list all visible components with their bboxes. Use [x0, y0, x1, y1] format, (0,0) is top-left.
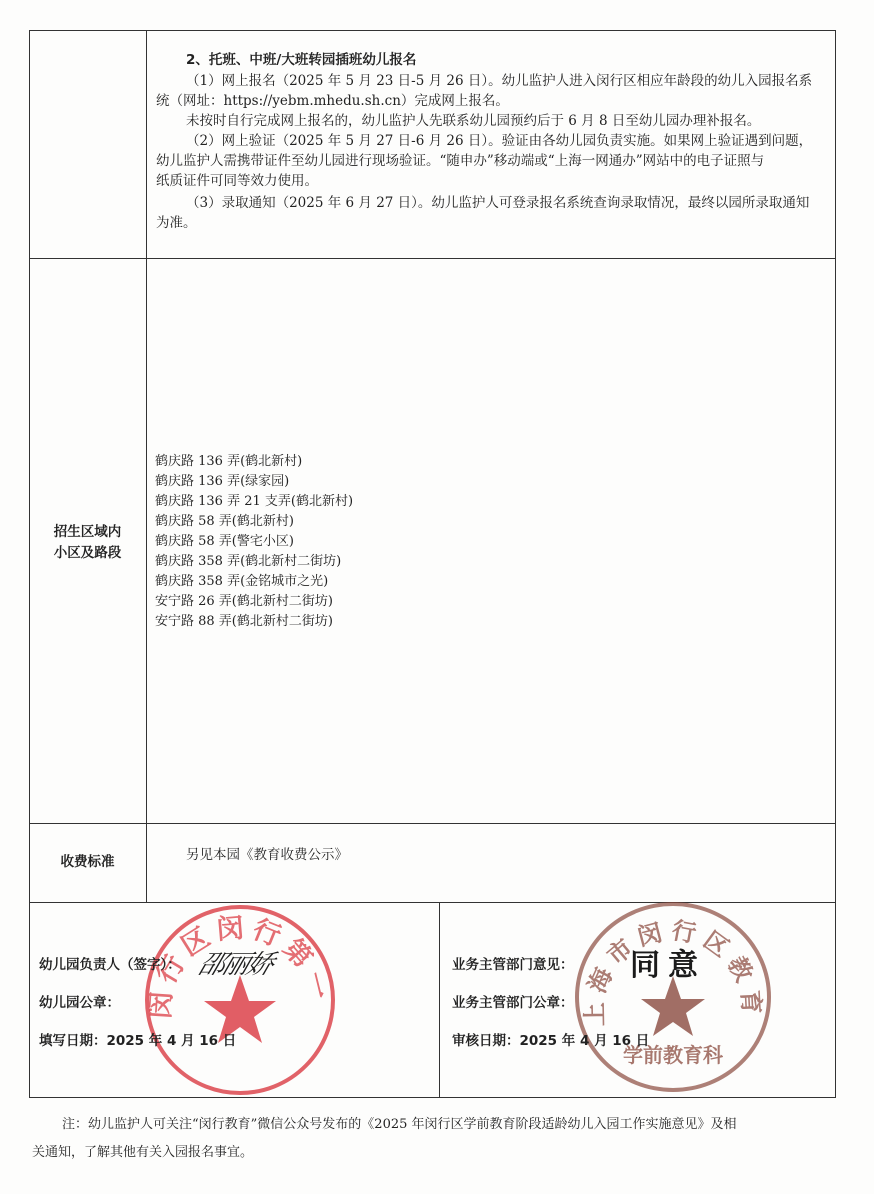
fill-date-value: 2025 年 4 月 16 日: [106, 1033, 237, 1049]
section-heading: 2、托班、中班/大班转园插班幼儿报名: [186, 52, 417, 68]
review-date-label: 审核日期：: [452, 1033, 520, 1049]
fill-date-label: 填写日期：: [39, 1033, 107, 1049]
address-item: 安宁路 26 弄(鹤北新村二街坊): [155, 594, 333, 609]
kindergarten-stamp-text: 行区闵行第: [150, 912, 322, 990]
address-item: 鹤庆路 358 弄(金铭城市之光): [155, 574, 329, 589]
fee-label: 收费标准: [60, 854, 115, 870]
enrollment-area-label-line2: 小区及路段: [53, 545, 122, 561]
department-seal-label: 业务主管部门公章：: [452, 995, 574, 1011]
principal-signature: 邵丽娇: [194, 950, 277, 980]
principal-label: 幼儿园负责人（签字）：: [39, 957, 181, 973]
education-bureau-stamp-text: 上海市闵行区教育: [580, 916, 766, 1027]
fill-date: [39, 1029, 236, 1049]
address-item: 鹤庆路 136 弄 21 支弄(鹤北新村): [155, 494, 354, 509]
address-item: 安宁路 88 弄(鹤北新村二街坊): [155, 614, 333, 629]
star-icon: [641, 976, 705, 1036]
department-opinion-value: 同意: [630, 948, 706, 983]
education-bureau-stamp-sub: 学前教育科: [623, 1043, 723, 1067]
row-divider-3: [29, 902, 836, 903]
address-item: 鹤庆路 58 弄(警宅小区): [155, 534, 294, 549]
fee-value: 另见本园《教育收费公示》: [186, 847, 348, 863]
address-item: 鹤庆路 136 弄(鹤北新村): [155, 454, 303, 469]
paragraph-online-registration: （1）网上报名（2025 年 5 月 23 日-5 月 26 日）。幼儿监护人进入闵行区相应年龄段的幼儿入园报名系: [186, 73, 813, 89]
paragraph-online-verification: （2）网上验证（2025 年 5 月 27 日-6 月 26 日）。验证由各幼儿园负责实施。如果网上验证遇到问题，: [186, 133, 813, 149]
footnote-line1: 注：幼儿监护人可关注“闵行教育”微信公众号发布的《2025 年闵行区学前教育阶段适龄幼儿入园工作实施意见》及相: [62, 1117, 737, 1132]
paragraph-online-verification-cont: 幼儿监护人需携带证件至幼儿园进行现场验证。“随申办”移动端或“上海一网通办”网站中的电子证照与: [156, 153, 765, 169]
paragraph-online-registration-cont: 统（网址：https://yebm.mhedu.sh.cn）完成网上报名。: [156, 93, 509, 109]
education-bureau-stamp: [575, 902, 771, 1092]
address-item: 鹤庆路 358 弄(鹤北新村二街坊): [155, 554, 342, 569]
enrollment-area-label-line1: 招生区域内: [53, 524, 122, 540]
address-item: 鹤庆路 136 弄(绿家园): [155, 474, 290, 489]
paragraph-admission-notice: （3）录取通知（2025 年 6 月 27 日）。幼儿监护人可登录报名系统查询录取情况，最终以园所录取通知: [186, 195, 810, 211]
education-bureau-stamp-graphic: [579, 906, 767, 1088]
footnote-line2: 关通知，了解其他有关入园报名事宜。: [32, 1145, 254, 1160]
department-opinion-label: 业务主管部门意见：: [452, 957, 574, 973]
row-divider-1: [29, 258, 836, 259]
kindergarten-seal-label: 幼儿园公章：: [39, 995, 120, 1011]
kindergarten-stamp: [145, 905, 335, 1095]
signature-divider: [439, 902, 440, 1098]
row-divider-2: [29, 823, 836, 824]
paragraph-late-registration: 未按时自行完成网上报名的，幼儿监护人先联系幼儿园预约后于 6 月 8 日至幼儿园办理补报名。: [186, 113, 761, 129]
column-divider: [146, 30, 147, 902]
review-date-value: 2025 年 4 月 16 日: [519, 1033, 650, 1049]
paragraph-admission-notice-cont: 为准。: [156, 215, 197, 231]
review-date: [452, 1029, 649, 1049]
kindergarten-stamp-graphic: [149, 909, 331, 1091]
address-item: 鹤庆路 58 弄(鹤北新村): [155, 514, 294, 529]
enrollment-area-label: [29, 522, 146, 564]
paragraph-online-verification-cont2: 纸质证件可同等效力使用。: [156, 173, 318, 189]
